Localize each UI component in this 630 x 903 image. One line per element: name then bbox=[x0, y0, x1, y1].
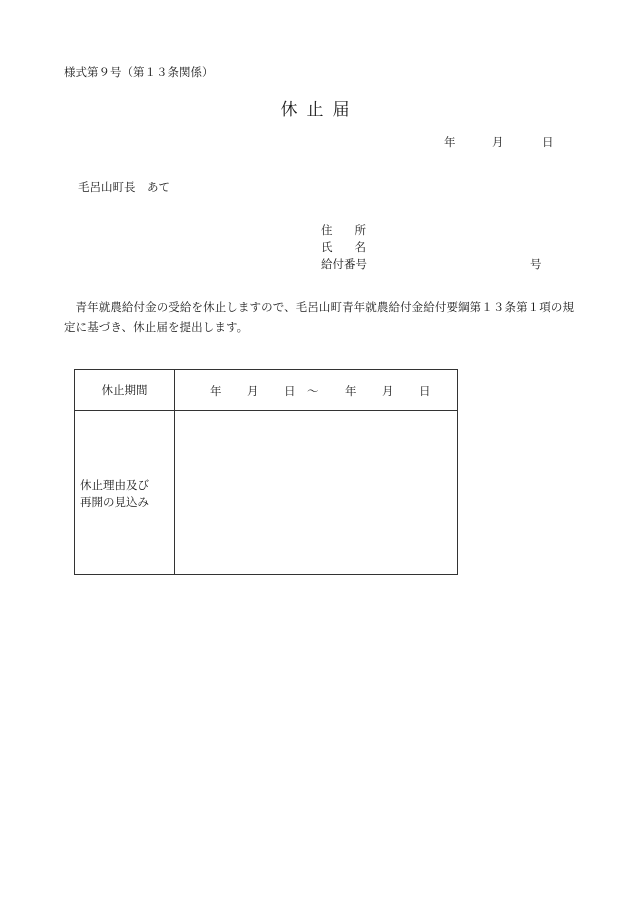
applicant-address-label: 住所 bbox=[321, 223, 388, 237]
applicant-payment-number-label: 給付番号 bbox=[321, 257, 367, 271]
table-row-reason bbox=[75, 411, 458, 575]
date-year-label: 年 bbox=[444, 135, 456, 149]
reason-label-line1: 休止理由及び bbox=[80, 478, 149, 492]
period-end-day-label: 日 bbox=[419, 384, 431, 398]
suspension-table bbox=[74, 369, 458, 575]
form-number: 様式第９号（第１３条関係） bbox=[64, 65, 214, 79]
document-title: 休止届 bbox=[280, 100, 359, 120]
period-start-day-label: 日 bbox=[284, 384, 296, 398]
period-label: 休止期間 bbox=[75, 370, 175, 411]
period-end-year-label: 年 bbox=[345, 384, 357, 398]
period-end-month-label: 月 bbox=[382, 384, 394, 398]
applicant-payment-number-suffix: 号 bbox=[530, 257, 542, 271]
reason-label-line2: 再開の見込み bbox=[80, 495, 149, 509]
reason-value-cell bbox=[175, 411, 458, 575]
period-separator: ～ bbox=[307, 384, 319, 398]
reason-label bbox=[75, 411, 175, 575]
body-paragraph: 青年就農給付金の受給を休止しますので、毛呂山町青年就農給付金給付要綱第１３条第１項の規定に基づき、休止届を提出します。 bbox=[64, 300, 575, 334]
period-start-month-label: 月 bbox=[247, 384, 259, 398]
table-row-period bbox=[75, 370, 458, 411]
addressee: 毛呂山町長 あて bbox=[78, 180, 170, 194]
date-month-label: 月 bbox=[492, 135, 504, 149]
period-start-year-label: 年 bbox=[210, 384, 222, 398]
period-value-cell bbox=[175, 370, 458, 411]
applicant-name-label: 氏名 bbox=[321, 240, 388, 254]
date-day-label: 日 bbox=[542, 135, 554, 149]
